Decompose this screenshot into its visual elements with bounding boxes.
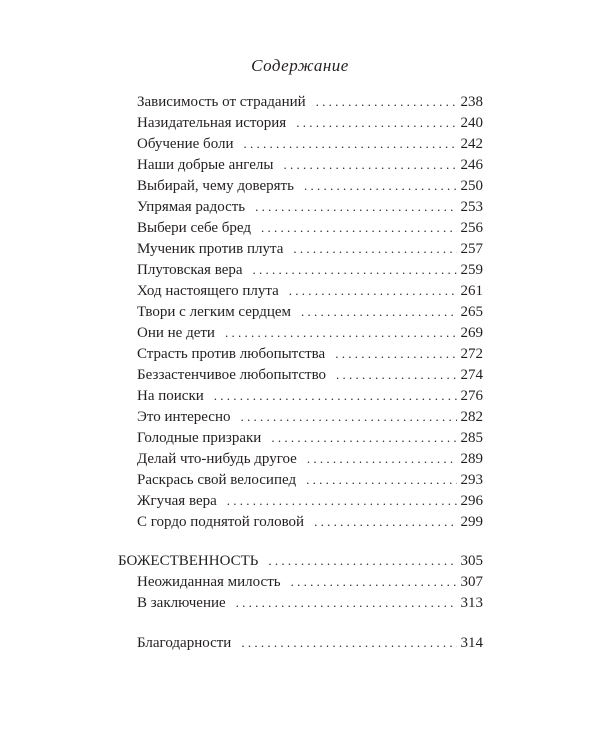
toc-entry-label: Голодные призраки bbox=[137, 430, 262, 446]
toc-entry-page: 289 bbox=[460, 451, 483, 467]
leader-dots bbox=[293, 239, 456, 259]
toc-entry[interactable] bbox=[137, 323, 483, 343]
toc-entry[interactable] bbox=[137, 197, 483, 217]
leader-dots bbox=[307, 449, 457, 469]
toc-entry[interactable] bbox=[137, 365, 483, 385]
toc-entry-page: 282 bbox=[460, 409, 483, 425]
toc-entry-page: 269 bbox=[460, 325, 483, 341]
toc-entry-label: Это интересно bbox=[137, 409, 231, 425]
toc-section-label: БОЖЕСТВЕННОСТЬ bbox=[118, 553, 259, 569]
toc-entry[interactable] bbox=[137, 239, 483, 259]
toc-entry[interactable] bbox=[137, 449, 483, 469]
toc-entry-label: Выбирай, чему доверять bbox=[137, 178, 294, 194]
toc-entry[interactable] bbox=[137, 92, 483, 112]
toc-entry[interactable] bbox=[137, 512, 483, 532]
toc-entry-page: 293 bbox=[460, 472, 483, 488]
toc-entry-label: Они не дети bbox=[137, 325, 215, 341]
toc-entry[interactable] bbox=[137, 218, 483, 238]
leader-dots bbox=[214, 386, 457, 406]
toc-entry[interactable] bbox=[137, 260, 483, 280]
toc-section-page: 305 bbox=[460, 553, 483, 569]
toc-entry[interactable] bbox=[137, 176, 483, 196]
toc-section-entry[interactable] bbox=[118, 551, 483, 571]
toc-entry-page: 313 bbox=[460, 595, 483, 611]
leader-dots bbox=[236, 593, 457, 613]
toc-entry-page: 296 bbox=[460, 493, 483, 509]
leader-dots bbox=[314, 512, 456, 532]
toc-entry-label: Страсть против любопытства bbox=[137, 346, 326, 362]
leader-dots bbox=[244, 134, 457, 154]
toc-entry-label: На поиски bbox=[137, 388, 204, 404]
toc-entry[interactable] bbox=[137, 281, 483, 301]
toc-entry-label: Выбери себе бред bbox=[137, 220, 252, 236]
toc-entry-page: 253 bbox=[460, 199, 483, 215]
toc-entry-page: 307 bbox=[460, 574, 483, 590]
toc-entry-label: Беззастенчивое любопытство bbox=[137, 367, 327, 383]
toc-entry-label: Наши добрые ангелы bbox=[137, 157, 274, 173]
toc-entry-label: В заключение bbox=[137, 595, 226, 611]
leader-dots bbox=[268, 551, 456, 571]
leader-dots bbox=[291, 572, 457, 592]
leader-dots bbox=[227, 491, 457, 511]
leader-dots bbox=[336, 365, 456, 385]
toc-entry[interactable] bbox=[137, 344, 483, 364]
toc-entry-page: 261 bbox=[460, 283, 483, 299]
leader-dots bbox=[283, 155, 456, 175]
toc-entry-label: Зависимость от страданий bbox=[137, 94, 306, 110]
toc-entry-label: Делай что-нибудь другое bbox=[137, 451, 297, 467]
leader-dots bbox=[241, 633, 456, 653]
toc-entry-page: 285 bbox=[460, 430, 483, 446]
toc-entry[interactable] bbox=[137, 113, 483, 133]
toc-entry-label: Упрямая радость bbox=[137, 199, 246, 215]
toc-entry-page: 259 bbox=[460, 262, 483, 278]
toc-entry[interactable] bbox=[137, 407, 483, 427]
toc-entry-label: Обучение боли bbox=[137, 136, 234, 152]
toc-entry-page: 238 bbox=[460, 94, 483, 110]
leader-dots bbox=[289, 281, 457, 301]
toc-entry-page: 265 bbox=[460, 304, 483, 320]
toc-entry-page: 257 bbox=[460, 241, 483, 257]
leader-dots bbox=[253, 260, 457, 280]
toc-entry-label: Жгучая вера bbox=[137, 493, 217, 509]
leader-dots bbox=[271, 428, 456, 448]
toc-entry-page: 272 bbox=[460, 346, 483, 362]
toc-entry[interactable] bbox=[137, 470, 483, 490]
toc-entry-page: 276 bbox=[460, 388, 483, 404]
toc-entry-label: Благодарности bbox=[137, 635, 232, 651]
leader-dots bbox=[301, 302, 456, 322]
toc-acknowledgements-entry[interactable] bbox=[137, 633, 483, 653]
toc-entry-label: Твори с легким сердцем bbox=[137, 304, 292, 320]
toc-entry[interactable] bbox=[137, 155, 483, 175]
toc-entry[interactable] bbox=[137, 134, 483, 154]
leader-dots bbox=[306, 470, 456, 490]
toc-entry-page: 242 bbox=[460, 136, 483, 152]
toc-entry-label: Ход настоящего плута bbox=[137, 283, 279, 299]
leader-dots bbox=[335, 344, 456, 364]
toc-entry-label: Неожиданная милость bbox=[137, 574, 281, 590]
toc-entry-page: 299 bbox=[460, 514, 483, 530]
toc-entry[interactable] bbox=[137, 491, 483, 511]
leader-dots bbox=[316, 92, 457, 112]
toc-entry-label: Плутовская вера bbox=[137, 262, 243, 278]
toc-entry-page: 246 bbox=[460, 157, 483, 173]
toc-entry-page: 274 bbox=[460, 367, 483, 383]
leader-dots bbox=[304, 176, 457, 196]
toc-entry-page: 314 bbox=[460, 635, 483, 651]
toc-entry-label: Мученик против плута bbox=[137, 241, 284, 257]
toc-entry[interactable] bbox=[137, 302, 483, 322]
toc-entry[interactable] bbox=[137, 572, 483, 592]
toc-entry-label: Раскрась свой велосипед bbox=[137, 472, 297, 488]
page-title: Содержание bbox=[251, 56, 349, 75]
leader-dots bbox=[225, 323, 457, 343]
leader-dots bbox=[255, 197, 456, 217]
toc-entry-label: Назидательная история bbox=[137, 115, 287, 131]
toc-entry-page: 250 bbox=[460, 178, 483, 194]
toc-entry-page: 240 bbox=[460, 115, 483, 131]
toc-entry[interactable] bbox=[137, 428, 483, 448]
toc-entry[interactable] bbox=[137, 386, 483, 406]
toc-entry-page: 256 bbox=[460, 220, 483, 236]
leader-dots bbox=[241, 407, 457, 427]
toc-entry-label: С гордо поднятой головой bbox=[137, 514, 305, 530]
toc-entry[interactable] bbox=[137, 593, 483, 613]
leader-dots bbox=[261, 218, 456, 238]
leader-dots bbox=[296, 113, 456, 133]
